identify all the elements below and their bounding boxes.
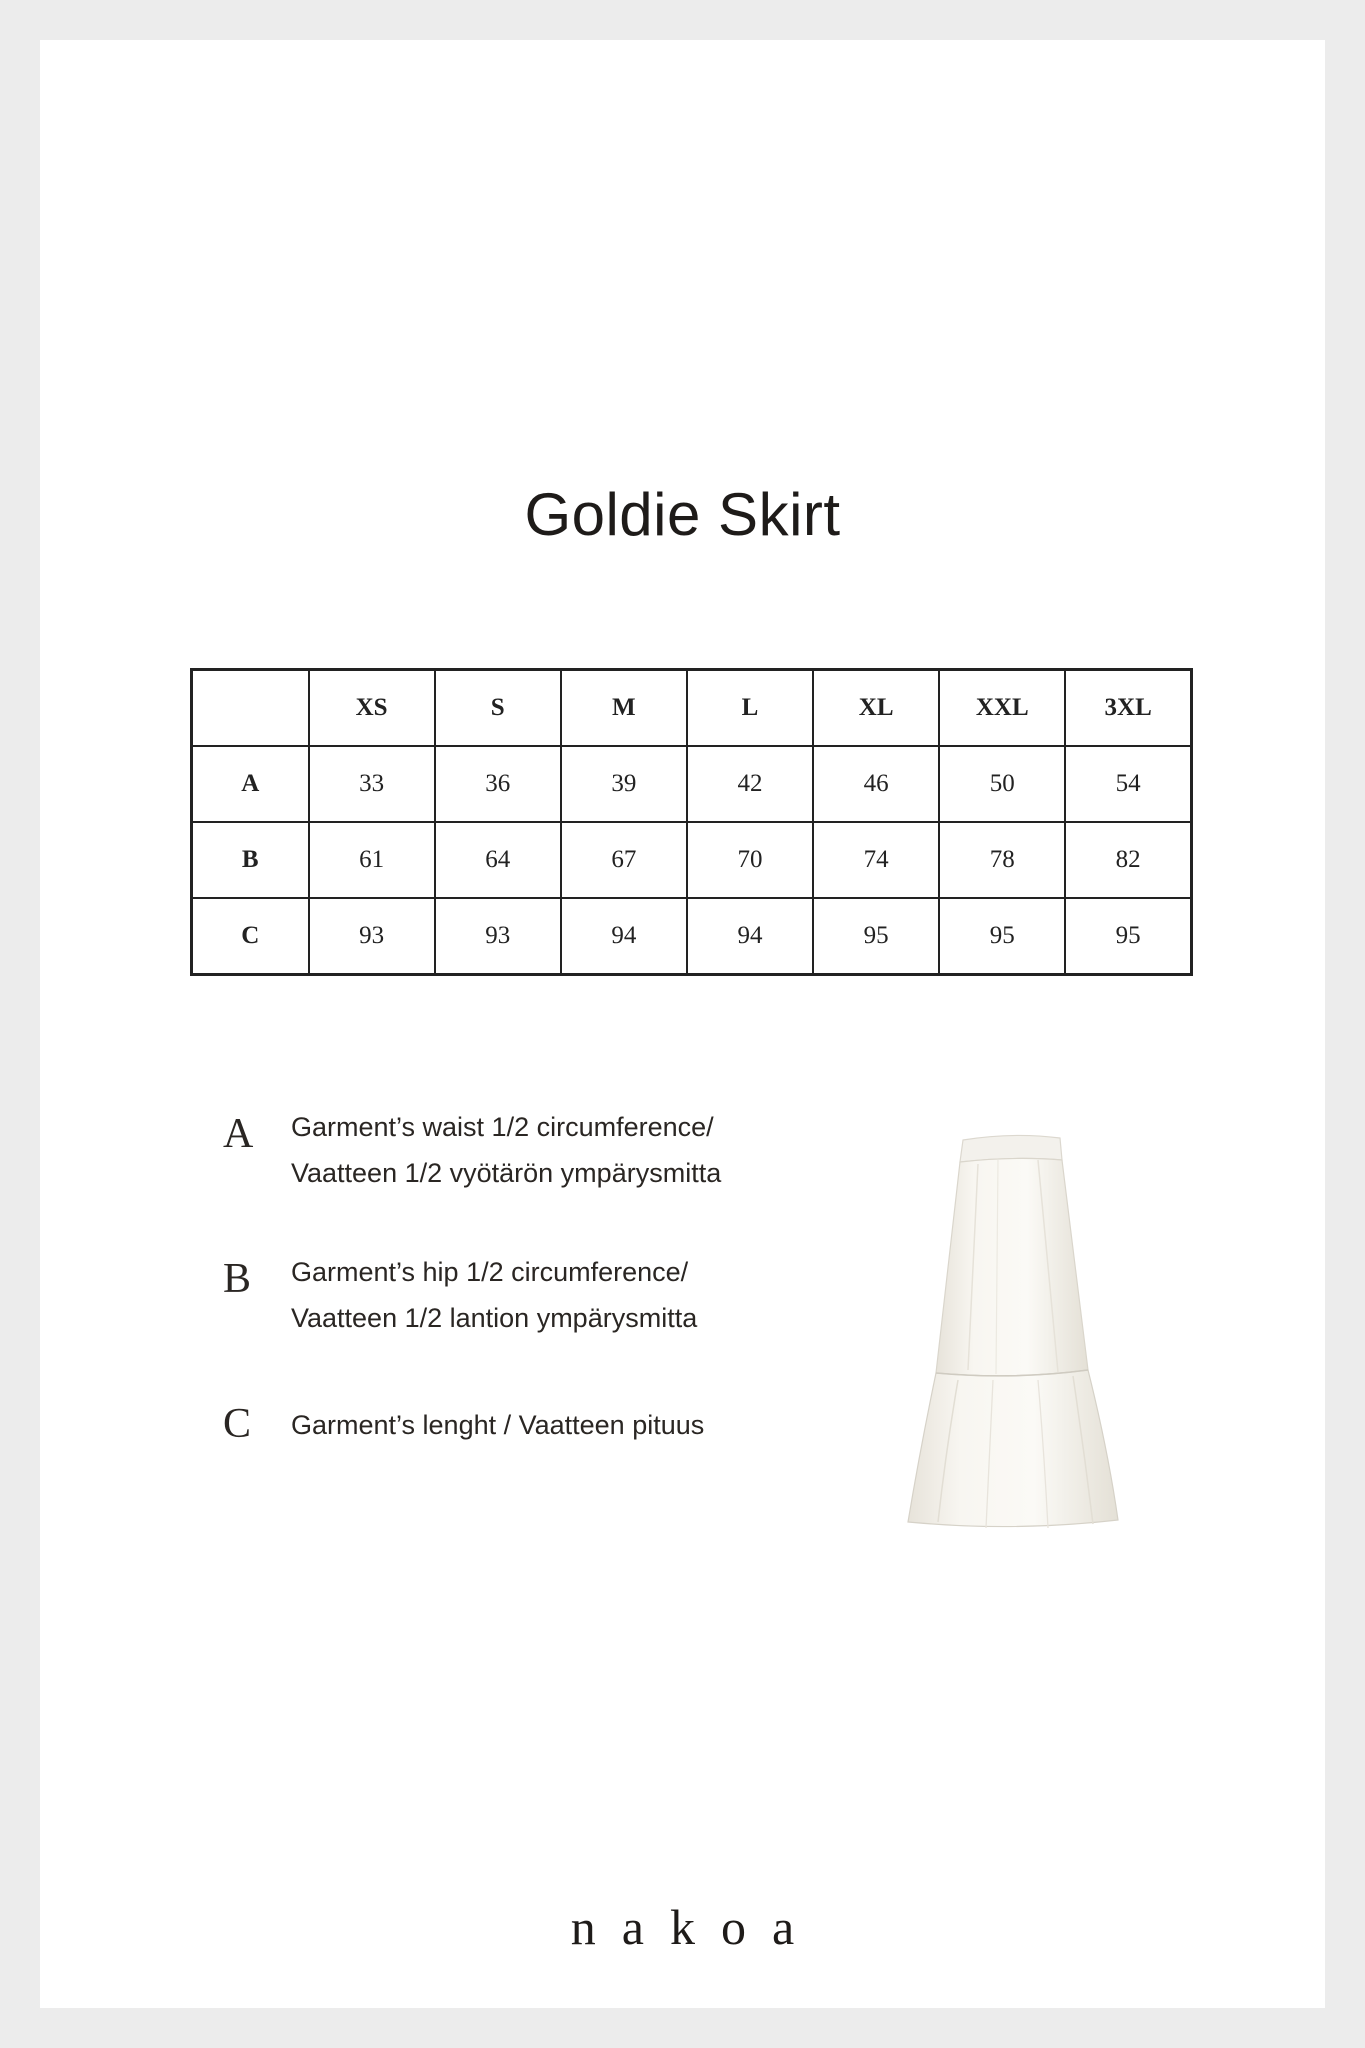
table-cell: 82 [1065,822,1191,898]
table-cell: 95 [813,898,939,975]
brand-logo: nakoa [570,1899,821,1955]
size-table [190,668,1193,976]
table-header-row [192,670,1192,747]
table-row [192,822,1192,898]
table-row [192,898,1192,975]
table-cell: 50 [939,746,1065,822]
table-row-label: A [192,746,309,822]
table-cell: 70 [687,822,813,898]
table-cell: 74 [813,822,939,898]
table-cell: 39 [561,746,687,822]
table-header-cell: XL [813,670,939,747]
table-cell: 93 [435,898,561,975]
legend-line-1: Garment’s lenght / Vaatteen pituus [291,1410,705,1440]
table-cell: 93 [309,898,435,975]
legend-letter: B [223,1256,252,1302]
table-cell: 42 [687,746,813,822]
legend-letter: A [223,1111,254,1157]
legend-line-2: Vaatteen 1/2 lantion ympärysmitta [291,1303,698,1333]
table-cell: 67 [561,822,687,898]
table-header-cell: XXL [939,670,1065,747]
table-cell: 46 [813,746,939,822]
table-header-cell: M [561,670,687,747]
size-guide-card [40,40,1325,2008]
table-cell: 95 [939,898,1065,975]
table-row-label: B [192,822,309,898]
table-corner-cell [192,670,309,747]
table-header-cell: 3XL [1065,670,1191,747]
table-header-cell: S [435,670,561,747]
table-cell: 94 [561,898,687,975]
table-cell: 36 [435,746,561,822]
white-tiered-skirt-image [898,1130,1128,1530]
table-cell: 78 [939,822,1065,898]
legend-line-2: Vaatteen 1/2 vyötärön ympärysmitta [291,1158,722,1188]
table-row [192,746,1192,822]
table-header-cell: L [687,670,813,747]
legend-letter: C [223,1401,252,1447]
table-cell: 33 [309,746,435,822]
legend-line-1: Garment’s hip 1/2 circumference/ [291,1257,689,1287]
table-cell: 64 [435,822,561,898]
table-cell: 95 [1065,898,1191,975]
table-cell: 94 [687,898,813,975]
table-cell: 61 [309,822,435,898]
table-cell: 54 [1065,746,1191,822]
table-row-label: C [192,898,309,975]
legend-line-1: Garment’s waist 1/2 circumference/ [291,1112,714,1142]
table-header-cell: XS [309,670,435,747]
page-title: Goldie Skirt [524,481,841,548]
